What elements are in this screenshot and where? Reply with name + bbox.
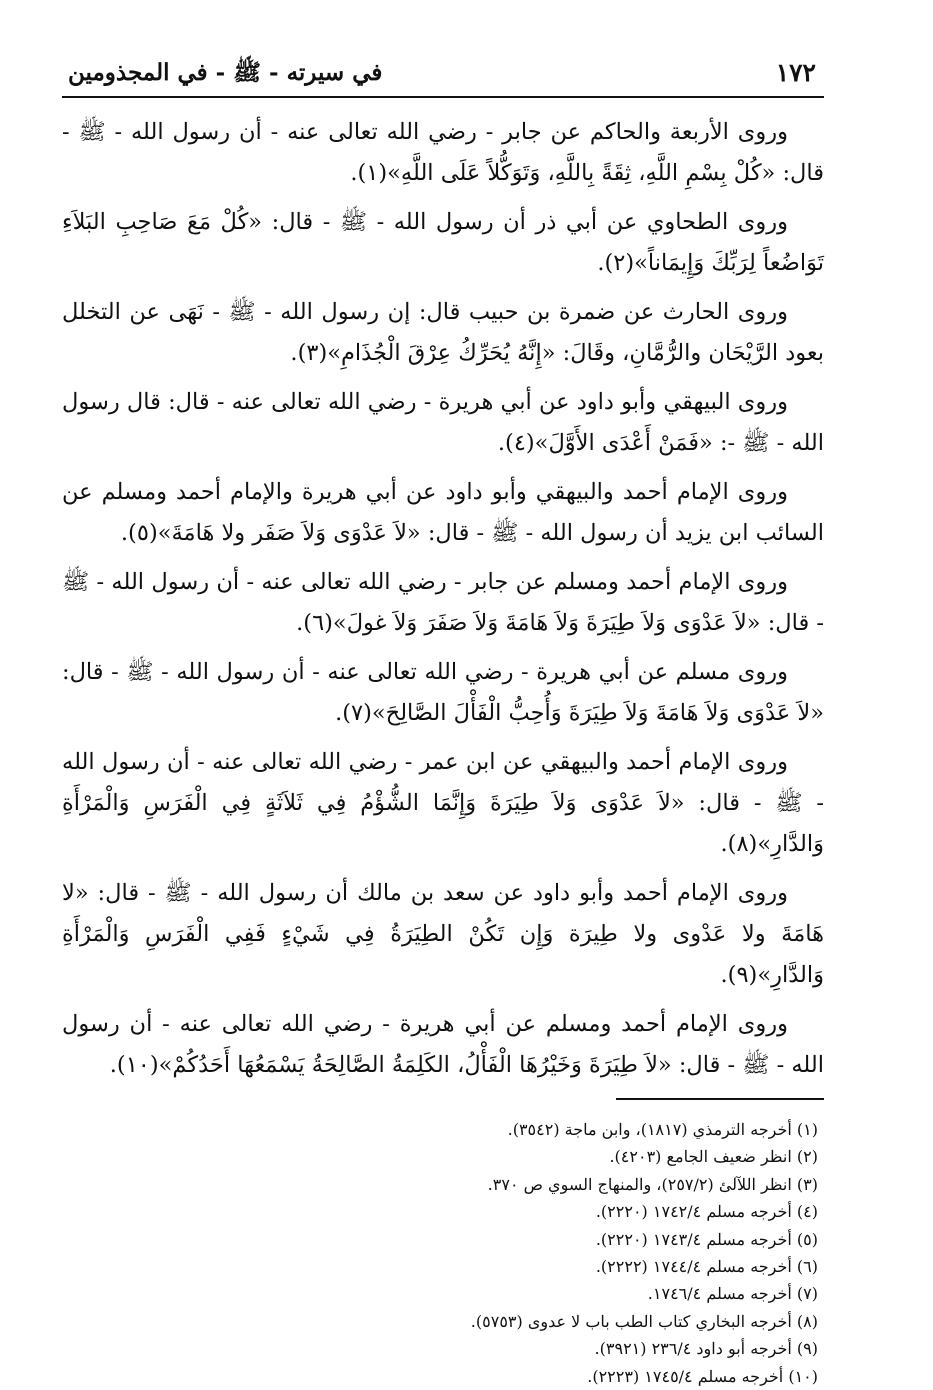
paragraph: وروى الإمام أحمد والبيهقي عن ابن عمر - رضي الله تعالى عنه - أن رسول الله - ﷺ - قال: «لاَ عَدْوَى وَلاَ طِيَرَةَ وَإِنَّمَا الشُّؤْمُ فِي ثَلاَثَةٍ فِي الْفَرَسِ وَالْمَرْأَةِ وَالدَّارِ»(٨). <box>62 749 824 857</box>
page-header <box>62 52 824 98</box>
footnote-divider <box>616 1098 824 1100</box>
paragraph: وروى البيهقي وأبو داود عن أبي هريرة - رضي الله تعالى عنه - قال: قال رسول الله - ﷺ -: «فَمَنْ أَعْدَى الأَوَّلَ»(٤). <box>62 389 824 456</box>
paragraph: وروى الإمام أحمد وأبو داود عن سعد بن مالك أن رسول الله - ﷺ - قال: «لا هَامَةَ ولا عَدْوى ولا طِيرَة وَإِن تَكُنْ الطِيَرَةُ فِي شَيْءٍ فَفِي الْفَرَسِ وَالْمَرْأَةِ وَالدَّارِ»(٩). <box>62 880 824 988</box>
paragraph: وروى الأربعة والحاكم عن جابر - رضي الله تعالى عنه - أن رسول الله - ﷺ - قال: «كُلْ بِسْمِ اللَّهِ، ثِقَةً بِاللَّهِ، وَتَوَكُّلاً عَلَى اللَّهِ»(١). <box>62 119 824 186</box>
page-number: ١٧٢ <box>775 58 816 87</box>
footnotes <box>62 1116 824 1390</box>
footnote: (٦) أخرجه مسلم ١٧٤٤/٤ (٢٢٢٢). <box>595 1257 818 1277</box>
footnote: (٨) أخرجه البخاري كتاب الطب باب لا عدوى (٥٧٥٣). <box>470 1311 818 1331</box>
footnote: (٩) أخرجه أبو داود ٢٣٦/٤ (٣٩٢١). <box>594 1339 818 1359</box>
footnote: (٧) أخرجه مسلم ١٧٤٦/٤. <box>647 1284 818 1304</box>
book-page <box>62 52 824 1386</box>
paragraph: وروى الإمام أحمد ومسلم عن جابر - رضي الله تعالى عنه - أن رسول الله - ﷺ - قال: «لاَ عَدْوَى وَلاَ طِيَرَةَ وَلاَ هَامَةَ وَلاَ صَفَرَ وَلاَ غولَ»(٦). <box>62 569 824 636</box>
paragraph: وروى مسلم عن أبي هريرة - رضي الله تعالى عنه - أن رسول الله - ﷺ - قال: «لاَ عَدْوَى وَلاَ هَامَةَ وَلاَ طِيَرَةَ وَأُحِبُّ الْفَأْلَ الصَّالِحَ»(٧). <box>62 659 824 726</box>
footnote: (٤) أخرجه مسلم ١٧٤٢/٤ (٢٢٢٠). <box>595 1202 818 1222</box>
footnote: (٥) أخرجه مسلم ١٧٤٣/٤ (٢٢٢٠). <box>595 1229 818 1249</box>
footnote: (٢) انظر ضعيف الجامع (٤٢٠٣). <box>609 1147 818 1167</box>
footnote: (٣) انظر اللآلئ (٢٥٧/٢)، والمنهاج السوي ص ٣٧٠. <box>487 1174 818 1194</box>
paragraph: وروى الإمام أحمد ومسلم عن أبي هريرة - رضي الله تعالى عنه - أن رسول الله - ﷺ - قال: «لاَ طِيَرَةَ وَخَيْرُهَا الْفَأْلُ، الكَلِمَةُ الصَّالِحَةُ يَسْمَعُهَا أَحَدُكُمْ»(١٠). <box>62 1011 824 1078</box>
main-text <box>62 112 824 1086</box>
running-title: في سيرته - ﷺ - في المجذومين <box>68 59 383 86</box>
paragraph: وروى الإمام أحمد والبيهقي وأبو داود عن أبي هريرة والإمام أحمد ومسلم عن السائب ابن يزيد أن رسول الله - ﷺ - قال: «لاَ عَدْوَى وَلاَ صَفَر ولا هَامَةَ»(٥). <box>62 479 824 546</box>
footnote: (١٠) أخرجه مسلم ١٧٤٥/٤ (٢٢٢٣). <box>587 1366 818 1386</box>
footnote: (١) أخرجه الترمذي (١٨١٧)، وابن ماجة (٣٥٤٢). <box>507 1120 818 1139</box>
paragraph: وروى الحارث عن ضمرة بن حبيب قال: إن رسول الله - ﷺ - نَهَى عن التخلل بعود الرَّيْحَان والرُّمَّانِ، وقَالَ: «إِنَّهُ يُحَرِّكُ عِرْقَ الْجُذَامِ»(٣). <box>62 299 824 366</box>
paragraph: وروى الطحاوي عن أبي ذر أن رسول الله - ﷺ - قال: «كُلْ مَعَ صَاحِبِ البَلاَءِ تَوَاضُعاً لِرَبِّكَ وَإِيمَاناً»(٢). <box>62 209 824 276</box>
